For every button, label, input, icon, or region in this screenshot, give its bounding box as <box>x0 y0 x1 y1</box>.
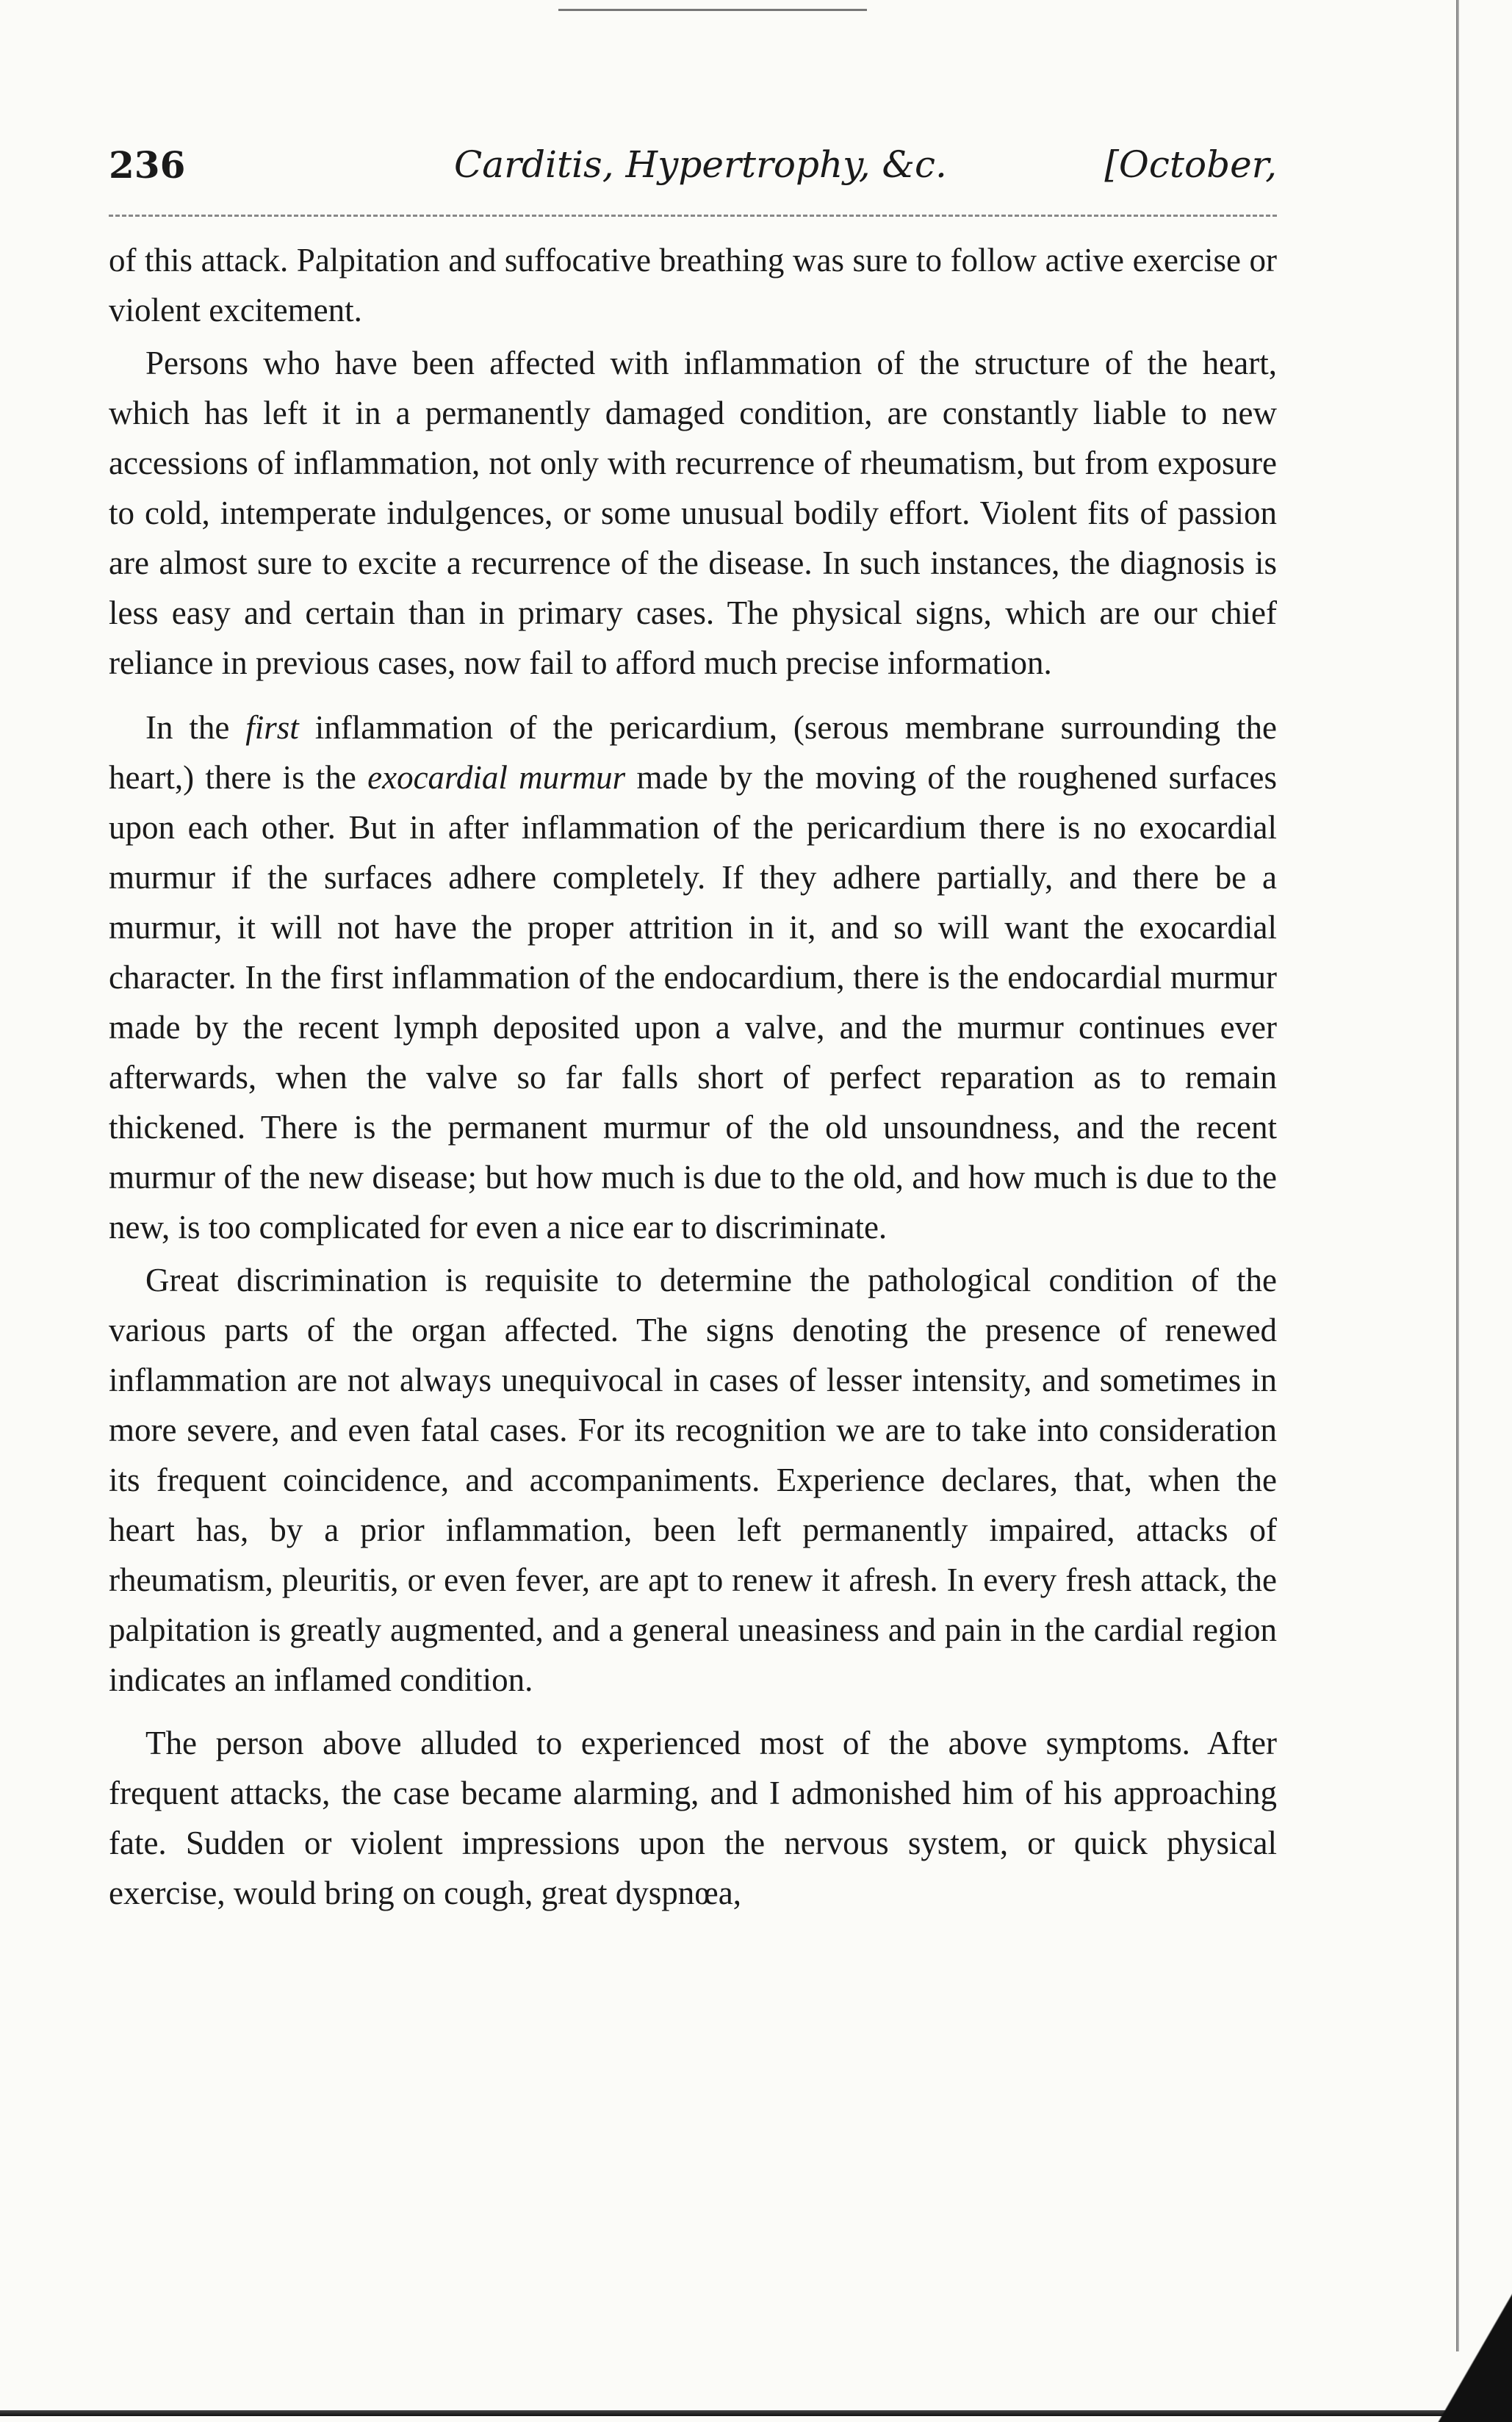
scan-top-mark <box>558 9 867 11</box>
header-rule <box>109 215 1277 217</box>
body-text <box>109 235 1277 1921</box>
paragraph-pericardium-part1: In the <box>145 709 246 746</box>
running-header <box>109 143 1277 196</box>
page-number: 236 <box>109 143 186 187</box>
running-title: Carditis, Hypertrophy, &c. <box>454 143 947 186</box>
paragraph-pericardium <box>109 702 1277 1252</box>
paragraph-person-alluded: The person above alluded to experienced most of the above symptoms. After frequent attacks, the case became alarming, and I admonished him of his approaching fate. Sudden or violent impressions upon the nervous system, or quick physical exercise, would bring on cough, great dyspnœa, <box>109 1725 1277 1911</box>
paragraph-persons-affected: Persons who have been affected with inflammation of the structure of the heart, which has left it in a permanently damaged condition, are constantly liable to new accessions of inflammation, not only with recurrence of rheumatism, but from exposure to cold, intemperate indulgences, or some unusual bodily effort. Violent fits of passion are almost sure to excite a recurrence of the disease. In such instances, the diagnosis is less easy and certain than in primary cases. The physical signs, which are our chief reliance in previous cases, now fail to afford much precise information. <box>109 345 1277 681</box>
emphasis-exocardial-murmur: exocardial murmur <box>367 759 626 796</box>
page-binding-edge <box>1456 0 1459 2351</box>
page-bottom-edge <box>0 2410 1512 2416</box>
paragraph-continuation: of this attack. Palpitation and suffocative breathing was sure to follow active exercise or violent excitement. <box>109 242 1277 328</box>
page-corner-curl <box>1431 2275 1512 2422</box>
emphasis-first: first <box>245 709 299 746</box>
running-date: [October, <box>1104 143 1277 186</box>
paragraph-pericardium-part2: inflammation of the pericardium, (serous membrane surrounding the heart,) there is the <box>109 709 1277 796</box>
paragraph-discrimination: Great discrimination is requisite to determine the pathological condition of the various parts of the organ affected. The signs denoting the presence of renewed inflammation are not always unequivocal in cases of lesser intensity, and sometimes in more severe, and even fatal cases. For its recognition we are to take into consideration its frequent coincidence, and accompaniments. Experience declares, that, when the heart has, by a prior inflammation, been left permanently impaired, attacks of rheumatism, pleuritis, or even fever, are apt to renew it afresh. In every fresh attack, the palpitation is greatly augmented, and a general uneasiness and pain in the cardial region indicates an inflamed condition. <box>109 1262 1277 1698</box>
paragraph-pericardium-part3: made by the moving of the roughened surfaces upon each other. But in after inflammation of the pericardium there is no exocardial murmur if the surfaces adhere completely. If they adhere partially, and there be a murmur, it will not have the proper attrition in it, and so will want the exocardial character. In the first inflammation of the endocardium, there is the endocardial murmur made by the recent lymph deposited upon a valve, and the murmur continues ever afterwards, when the valve so far falls short of perfect reparation as to remain thickened. There is the permanent murmur of the old unsoundness, and the recent murmur of the new disease; but how much is due to the old, and how much is due to the new, is too complicated for even a nice ear to discriminate. <box>109 759 1277 1246</box>
